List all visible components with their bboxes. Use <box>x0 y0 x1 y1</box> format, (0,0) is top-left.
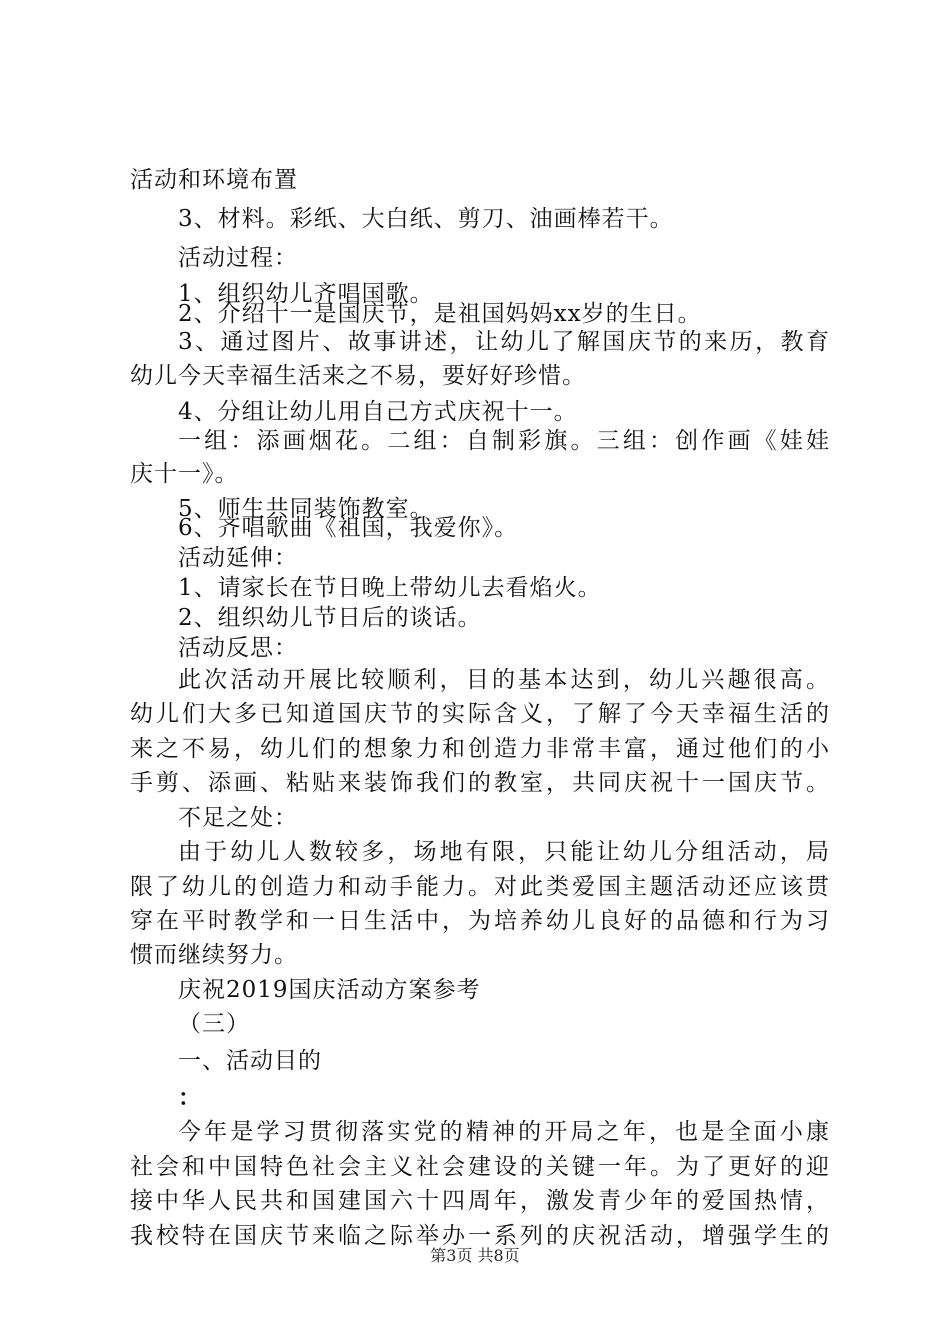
text-line: 3、通过图片、故事讲述，让幼儿了解国庆节的来历，教育 <box>178 329 830 355</box>
text-line: 1、请家长在节日晚上带幼儿去看焰火。 <box>178 575 602 601</box>
text-line: 5、师生共同装饰教室。 <box>178 496 434 522</box>
text-line: 活动过程： <box>178 245 298 271</box>
text-line: 穿在平时教学和一日生活中，为培养幼儿良好的品德和行为习 <box>130 908 830 934</box>
text-line: 惯而继续努力。 <box>130 942 298 968</box>
text-line: 活动和环境布置 <box>130 167 298 193</box>
page-number-footer: 第3页 共8页 <box>430 1246 520 1265</box>
text-line: 来之不易，幼儿们的想象力和创造力非常丰富，通过他们的小 <box>130 736 830 762</box>
text-line: 不足之处： <box>178 805 298 831</box>
text-line: 今年是学习贯彻落实党的精神的开局之年，也是全面小康 <box>178 1119 830 1145</box>
text-line: ： <box>178 1084 202 1111</box>
text-line: 幼儿们大多已知道国庆节的实际含义，了解了今天幸福生活的 <box>130 701 830 727</box>
text-line: 2、介绍十一是国庆节，是祖国妈妈xx岁的生日。 <box>178 301 702 327</box>
text-line: （三） <box>178 1011 250 1037</box>
text-line: 3、材料。彩纸、大白纸、剪刀、油画棒若干。 <box>178 206 674 232</box>
text-line: 4、分组让幼儿用自己方式庆祝十一。 <box>178 399 578 425</box>
text-line: 一组：添画烟花。二组：自制彩旗。三组：创作画《娃娃 <box>178 428 830 454</box>
text-line: 幼儿今天幸福生活来之不易，要好好珍惜。 <box>130 363 586 389</box>
text-line: 庆十一》。 <box>130 461 239 487</box>
text-line: 1、组织幼儿齐唱国歌。 <box>178 281 434 307</box>
text-line: 限了幼儿的创造力和动手能力。对此类爱国主题活动还应该贯 <box>130 874 830 900</box>
text-line: 我校特在国庆节来临之际举办一系列的庆祝活动，增强学生的 <box>130 1223 830 1249</box>
text-line: 2、组织幼儿节日后的谈话。 <box>178 605 482 631</box>
text-line: 庆祝2019国庆活动方案参考 <box>178 977 481 1003</box>
text-line: 一、活动目的 <box>178 1048 322 1074</box>
text-line: 活动延伸： <box>178 545 298 571</box>
text-line: 活动反思： <box>178 635 298 661</box>
text-line: 此次活动开展比较顺利，目的基本达到，幼儿兴趣很高。 <box>178 667 830 693</box>
text-line: 由于幼儿人数较多，场地有限，只能让幼儿分组活动，局 <box>178 839 830 865</box>
text-line: 接中华人民共和国建国六十四周年，激发青少年的爱国热情， <box>130 1188 830 1214</box>
text-line: 社会和中国特色社会主义社会建设的关键一年。为了更好的迎 <box>130 1154 830 1180</box>
text-line: 手剪、添画、粘贴来装饰我们的教室，共同庆祝十一国庆节。 <box>130 770 830 796</box>
text-line: 6、齐唱歌曲《祖国，我爱你》。 <box>178 515 519 541</box>
